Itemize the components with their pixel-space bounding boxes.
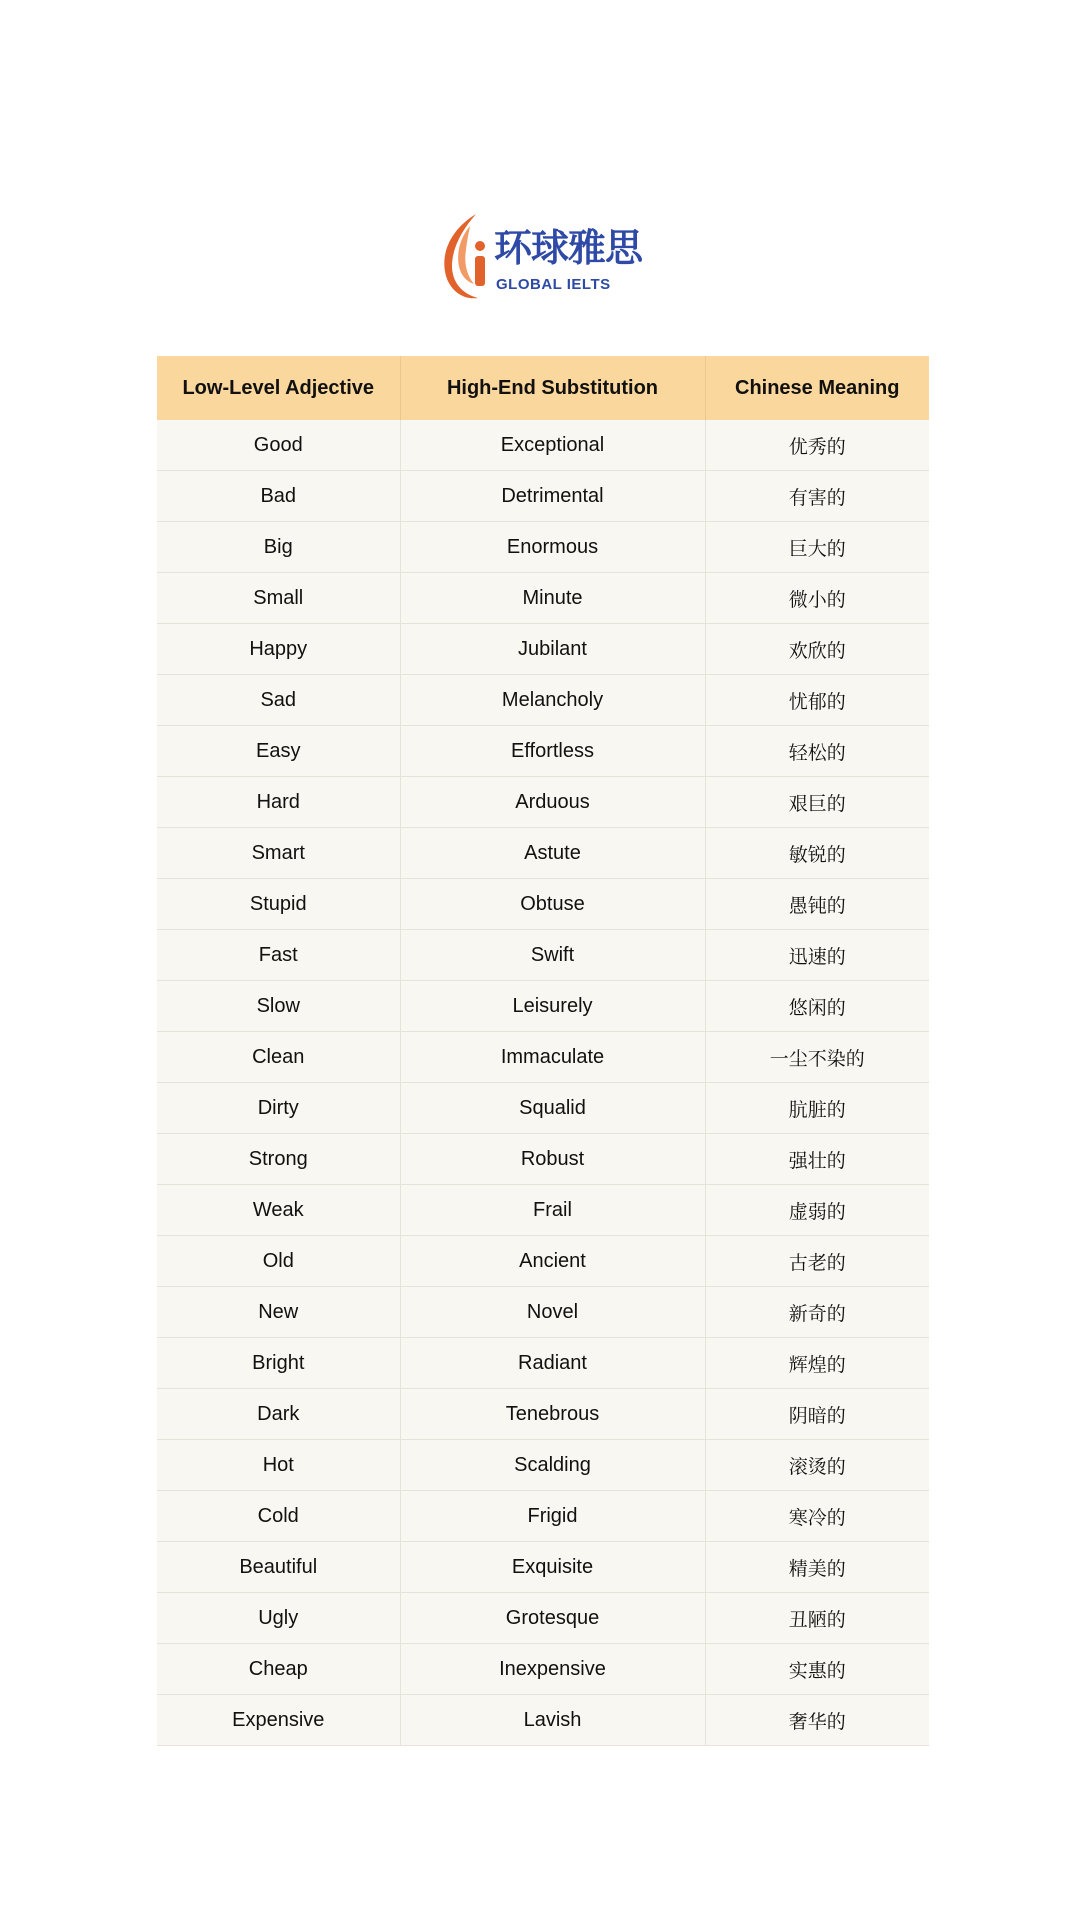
table-row [157, 675, 929, 726]
low-level-cell: Smart [157, 828, 400, 879]
chinese-meaning-cell: 精美的 [705, 1542, 929, 1593]
chinese-meaning-cell: 欢欣的 [705, 624, 929, 675]
table-row [157, 1440, 929, 1491]
table-header-row [157, 356, 929, 420]
low-level-cell: Strong [157, 1134, 400, 1185]
table-row [157, 777, 929, 828]
table-body [157, 420, 929, 1746]
low-level-cell: Fast [157, 930, 400, 981]
table-row [157, 573, 929, 624]
header-chinese-meaning: Chinese Meaning [705, 356, 929, 420]
chinese-meaning-cell: 古老的 [705, 1236, 929, 1287]
high-end-cell: Frigid [400, 1491, 705, 1542]
low-level-cell: Cold [157, 1491, 400, 1542]
chinese-meaning-cell: 忧郁的 [705, 675, 929, 726]
low-level-cell: Easy [157, 726, 400, 777]
chinese-meaning-cell: 虚弱的 [705, 1185, 929, 1236]
high-end-cell: Novel [400, 1287, 705, 1338]
chinese-meaning-cell: 丑陋的 [705, 1593, 929, 1644]
high-end-cell: Robust [400, 1134, 705, 1185]
high-end-cell: Jubilant [400, 624, 705, 675]
table-row [157, 471, 929, 522]
high-end-cell: Radiant [400, 1338, 705, 1389]
low-level-cell: Sad [157, 675, 400, 726]
table-row [157, 1644, 929, 1695]
low-level-cell: Big [157, 522, 400, 573]
low-level-cell: Weak [157, 1185, 400, 1236]
high-end-cell: Inexpensive [400, 1644, 705, 1695]
low-level-cell: New [157, 1287, 400, 1338]
low-level-cell: Old [157, 1236, 400, 1287]
chinese-meaning-cell: 实惠的 [705, 1644, 929, 1695]
high-end-cell: Effortless [400, 726, 705, 777]
chinese-meaning-cell: 有害的 [705, 471, 929, 522]
table-row [157, 828, 929, 879]
table-row [157, 1338, 929, 1389]
chinese-meaning-cell: 巨大的 [705, 522, 929, 573]
high-end-cell: Exquisite [400, 1542, 705, 1593]
chinese-meaning-cell: 悠闲的 [705, 981, 929, 1032]
chinese-meaning-cell: 奢华的 [705, 1695, 929, 1746]
high-end-cell: Lavish [400, 1695, 705, 1746]
table-row [157, 1083, 929, 1134]
low-level-cell: Expensive [157, 1695, 400, 1746]
low-level-cell: Bright [157, 1338, 400, 1389]
high-end-cell: Minute [400, 573, 705, 624]
chinese-meaning-cell: 艰巨的 [705, 777, 929, 828]
chinese-meaning-cell: 轻松的 [705, 726, 929, 777]
table-row [157, 624, 929, 675]
high-end-cell: Exceptional [400, 420, 705, 471]
table-row [157, 930, 929, 981]
header-low-level-adjective: Low-Level Adjective [157, 356, 400, 420]
table-row [157, 1134, 929, 1185]
logo-chinese-name: 环球雅思 [494, 226, 643, 270]
chinese-meaning-cell: 敏锐的 [705, 828, 929, 879]
table-row [157, 420, 929, 471]
logo-english-name: GLOBAL IELTS [496, 276, 611, 293]
high-end-cell: Leisurely [400, 981, 705, 1032]
high-end-cell: Astute [400, 828, 705, 879]
table-row [157, 1185, 929, 1236]
high-end-cell: Arduous [400, 777, 705, 828]
table-row [157, 879, 929, 930]
table-row [157, 1032, 929, 1083]
table-row [157, 1491, 929, 1542]
chinese-meaning-cell: 微小的 [705, 573, 929, 624]
table-row [157, 726, 929, 777]
low-level-cell: Hot [157, 1440, 400, 1491]
low-level-cell: Dark [157, 1389, 400, 1440]
table-row [157, 1236, 929, 1287]
low-level-cell: Slow [157, 981, 400, 1032]
low-level-cell: Clean [157, 1032, 400, 1083]
chinese-meaning-cell: 阴暗的 [705, 1389, 929, 1440]
high-end-cell: Tenebrous [400, 1389, 705, 1440]
chinese-meaning-cell: 肮脏的 [705, 1083, 929, 1134]
high-end-cell: Grotesque [400, 1593, 705, 1644]
low-level-cell: Stupid [157, 879, 400, 930]
high-end-cell: Immaculate [400, 1032, 705, 1083]
high-end-cell: Obtuse [400, 879, 705, 930]
header-high-end-substitution: High-End Substitution [400, 356, 705, 420]
chinese-meaning-cell: 优秀的 [705, 420, 929, 471]
table-row [157, 522, 929, 573]
low-level-cell: Cheap [157, 1644, 400, 1695]
high-end-cell: Detrimental [400, 471, 705, 522]
vocabulary-table [157, 356, 929, 1746]
low-level-cell: Bad [157, 471, 400, 522]
high-end-cell: Swift [400, 930, 705, 981]
table-row [157, 1389, 929, 1440]
low-level-cell: Small [157, 573, 400, 624]
chinese-meaning-cell: 滚烫的 [705, 1440, 929, 1491]
table-row [157, 1287, 929, 1338]
high-end-cell: Scalding [400, 1440, 705, 1491]
low-level-cell: Beautiful [157, 1542, 400, 1593]
low-level-cell: Good [157, 420, 400, 471]
global-ielts-logo [440, 212, 660, 302]
table-row [157, 981, 929, 1032]
chinese-meaning-cell: 强壮的 [705, 1134, 929, 1185]
high-end-cell: Frail [400, 1185, 705, 1236]
logo-mark-icon [440, 212, 492, 302]
high-end-cell: Melancholy [400, 675, 705, 726]
table-row [157, 1695, 929, 1746]
high-end-cell: Ancient [400, 1236, 705, 1287]
chinese-meaning-cell: 迅速的 [705, 930, 929, 981]
high-end-cell: Squalid [400, 1083, 705, 1134]
chinese-meaning-cell: 一尘不染的 [705, 1032, 929, 1083]
low-level-cell: Hard [157, 777, 400, 828]
chinese-meaning-cell: 愚钝的 [705, 879, 929, 930]
table-row [157, 1593, 929, 1644]
chinese-meaning-cell: 辉煌的 [705, 1338, 929, 1389]
table-row [157, 1542, 929, 1593]
low-level-cell: Happy [157, 624, 400, 675]
low-level-cell: Dirty [157, 1083, 400, 1134]
low-level-cell: Ugly [157, 1593, 400, 1644]
chinese-meaning-cell: 寒冷的 [705, 1491, 929, 1542]
high-end-cell: Enormous [400, 522, 705, 573]
chinese-meaning-cell: 新奇的 [705, 1287, 929, 1338]
